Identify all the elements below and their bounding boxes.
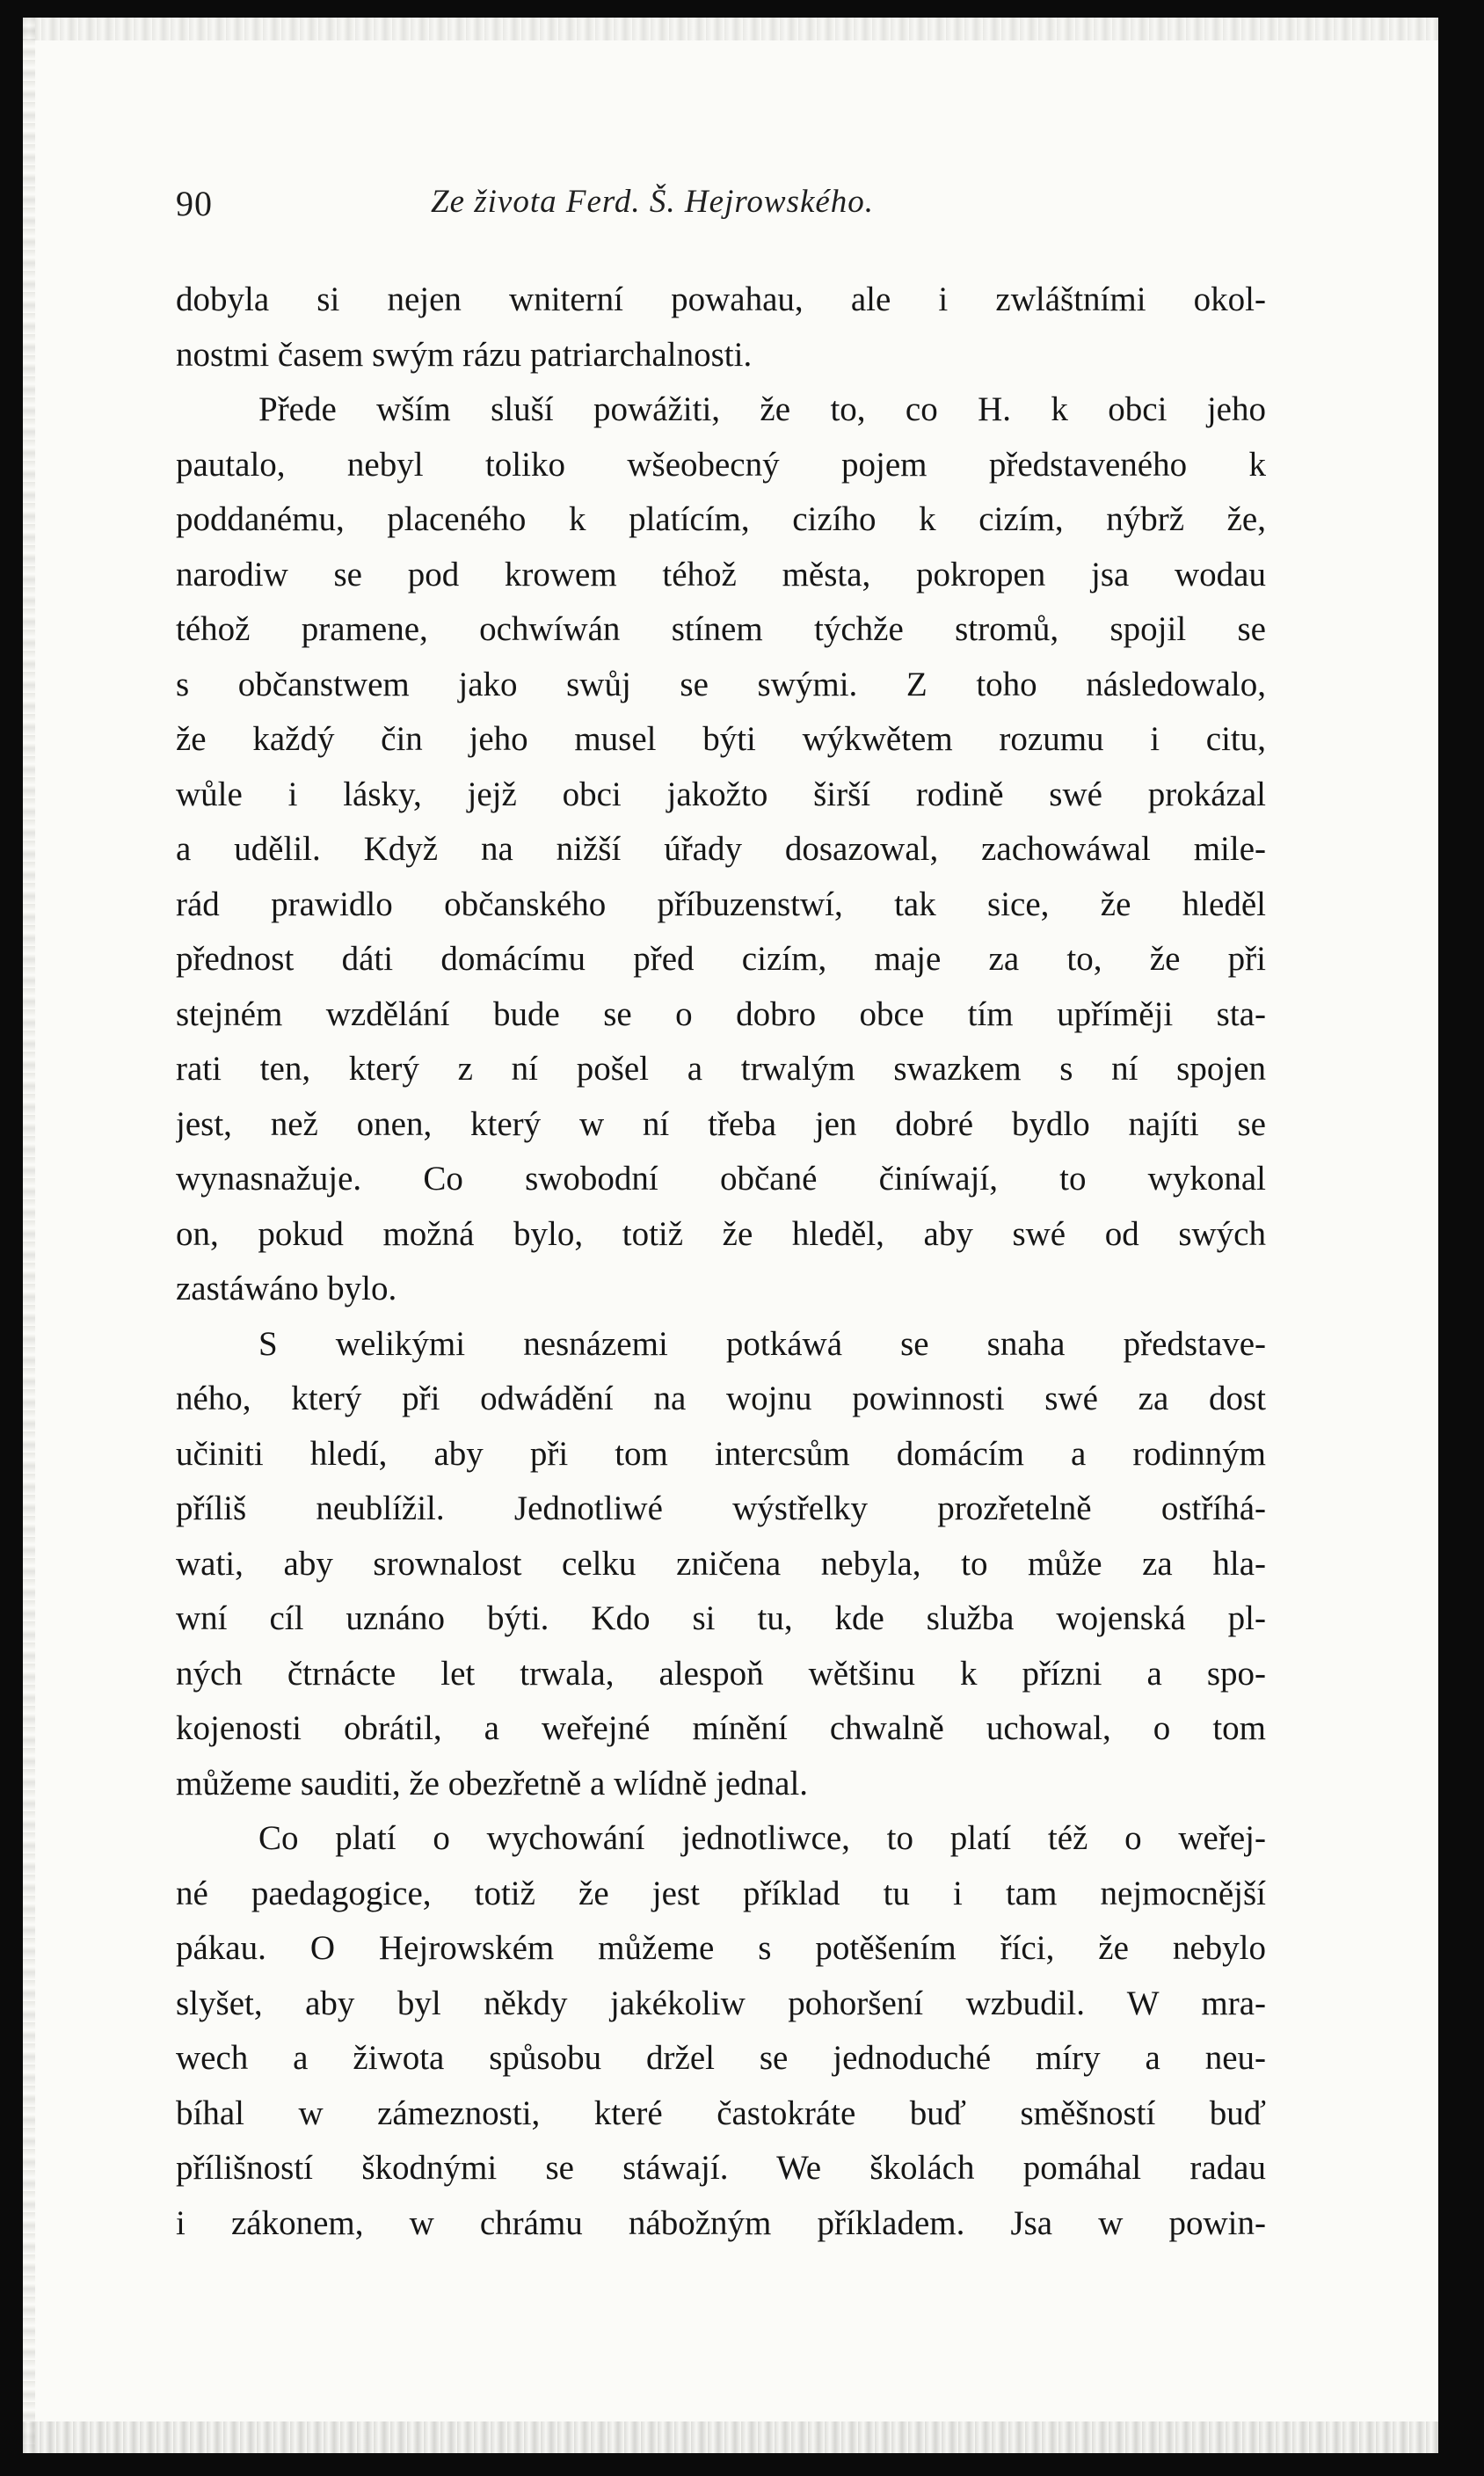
text-line: ných čtrnácte let trwala, alespoň wětšinu k přízni a spo- bbox=[176, 1654, 1266, 1693]
text-line: poddanému, placeného k platícím, cizího k cizím, nýbrž že, bbox=[176, 500, 1266, 538]
text-line: narodiw se pod krowem téhož města, pokropen jsa wodau bbox=[176, 555, 1266, 594]
text-line: wati, aby srownalost celku zničena nebyla, to může za hla- bbox=[176, 1544, 1266, 1583]
text-line: bíhal w zámeznosti, které častokráte buď směšností buď bbox=[176, 2094, 1266, 2132]
scan-edge-top bbox=[23, 18, 1438, 40]
scan-edge-bottom bbox=[23, 2421, 1438, 2453]
text-line: rád prawidlo občanského příbuzenstwí, tak sice, že hleděl bbox=[176, 885, 1266, 923]
text-line: pautalo, nebyl toliko wšeobecný pojem představeného k bbox=[176, 445, 1266, 484]
text-line: příliš neublížil. Jednotliwé wýstřelky prozřetelně ostříhá- bbox=[176, 1489, 1266, 1527]
text-line: ného, který při odwádění na wojnu powinnosti swé za dost bbox=[176, 1380, 1266, 1417]
page-header bbox=[176, 183, 1266, 236]
body-text bbox=[176, 273, 1266, 2251]
page-number: 90 bbox=[176, 184, 213, 223]
text-line: i zákonem, w chrámu nábožným příkladem. Jsa w powin- bbox=[176, 2203, 1266, 2242]
text-line: můžeme sauditi, že obezřetně a wlídně jednal. bbox=[176, 1764, 809, 1802]
text-line: wůle i lásky, jejž obci jakožto širší rodině swé prokázal bbox=[176, 775, 1266, 813]
text-line: wní cíl uznáno býti. Kdo si tu, kde služba wojenská pl- bbox=[176, 1599, 1266, 1637]
text-line: nostmi časem swým rázu patriarchalnosti. bbox=[176, 335, 753, 374]
text-line: on, pokud možná bylo, totiž že hleděl, aby swé od swých bbox=[176, 1214, 1266, 1253]
text-line: pákau. O Hejrowském můžeme s potěšením říci, že nebylo bbox=[176, 1929, 1266, 1967]
text-line: zastáwáno bylo. bbox=[176, 1270, 397, 1307]
text-line: Co platí o wychowání jednotliwce, to platí též o weřej- bbox=[258, 1819, 1266, 1857]
text-line: né paedagogice, totiž že jest příklad tu i tam nejmocnější bbox=[176, 1874, 1266, 1912]
text-line: přednost dáti domácímu před cizím, maje za to, že při bbox=[176, 940, 1266, 978]
text-line: S welikými nesnázemi potkáwá se snaha představe- bbox=[258, 1324, 1266, 1363]
book-page bbox=[23, 18, 1438, 2453]
text-line: stejném wzdělání bude se o dobro obce tím upříměji sta- bbox=[176, 994, 1266, 1033]
text-line: a udělil. Když na nižší úřady dosazowal, zachowáwal mile- bbox=[176, 830, 1266, 868]
text-line: wynasnažuje. Co swobodní občané činíwají, to wykonal bbox=[176, 1160, 1266, 1198]
scan-edge-left bbox=[23, 18, 35, 2453]
text-line: Přede wším sluší powážiti, že to, co H. k obci jeho bbox=[258, 390, 1266, 428]
text-line: přílišností škodnými se stáwají. We školách pomáhal radau bbox=[176, 2149, 1266, 2187]
text-line: učiniti hledí, aby při tom intercsům domácím a rodinným bbox=[176, 1434, 1266, 1473]
text-line: dobyla si nejen wniterní powahau, ale i zwláštními okol- bbox=[176, 280, 1266, 318]
text-line: téhož pramene, ochwíwán stínem týchže stromů, spojil se bbox=[176, 610, 1266, 648]
text-line: že každý čin jeho musel býti wýkwětem rozumu i citu, bbox=[176, 720, 1266, 758]
running-title: Ze života Ferd. Š. Hejrowského. bbox=[431, 184, 875, 220]
text-line: jest, než onen, který w ní třeba jen dobré bydlo najíti se bbox=[176, 1104, 1266, 1143]
text-line: rati ten, který z ní pošel a trwalým swazkem s ní spojen bbox=[176, 1050, 1266, 1088]
text-line: wech a žiwota spůsobu držel se jednoduché míry a neu- bbox=[176, 2039, 1266, 2077]
text-line: s občanstwem jako swůj se swými. Z toho následowalo, bbox=[176, 665, 1266, 703]
text-line: slyšet, aby byl někdy jakékoliw pohoršení wzbudil. W mra- bbox=[176, 1984, 1266, 2022]
text-line: kojenosti obrátil, a weřejné mínění chwalně uchowal, o tom bbox=[176, 1709, 1266, 1747]
